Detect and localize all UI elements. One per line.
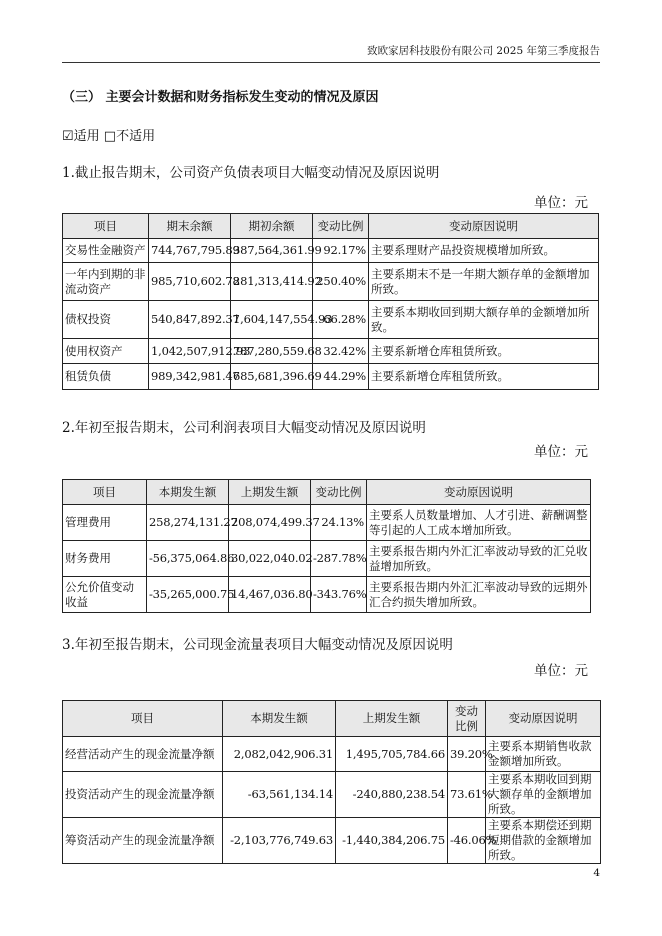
table-header-row <box>63 214 599 239</box>
column-header: 本期发生额 <box>147 480 229 505</box>
current-period-amount: 258,274,131.27 <box>147 505 229 541</box>
change-reason: 主要系报告期内外汇汇率波动导致的远期外汇合约损失增加所致。 <box>367 577 591 613</box>
opening-balance: 387,564,361.99 <box>231 239 313 263</box>
column-header: 变动比例 <box>311 480 367 505</box>
change-reason: 主要系新增仓库租赁所致。 <box>369 364 599 390</box>
change-ratio: 24.13% <box>311 505 367 541</box>
current-period-amount: -2,103,776,749.63 <box>223 818 336 864</box>
table-row <box>63 772 601 818</box>
current-period-amount: 2,082,042,906.31 <box>223 737 336 772</box>
change-reason: 主要系期末不是一年期大额存单的金额增加所致。 <box>369 263 599 301</box>
item-name: 使用权资产 <box>63 339 149 364</box>
report-header-text: 致欧家居科技股份有限公司 2025 年第三季度报告 <box>367 45 600 57</box>
current-period-amount: -56,375,064.86 <box>147 541 229 577</box>
column-header: 项目 <box>63 701 223 737</box>
opening-balance: 685,681,396.69 <box>231 364 313 390</box>
change-ratio: 250.40% <box>313 263 369 301</box>
section-title: （三） 主要会计数据和财务指标发生变动的情况及原因 <box>62 90 379 105</box>
balance-sheet-table <box>62 213 599 390</box>
balance-sheet-heading: 1.截止报告期末，公司资产负债表项目大幅变动情况及原因说明 <box>62 165 440 181</box>
income-statement-table <box>62 479 591 613</box>
applicability-checkbox-line: ☑适用 □不适用 <box>62 129 156 144</box>
cash-flow-table <box>62 700 601 864</box>
item-name: 交易性金融资产 <box>63 239 149 263</box>
prior-period-amount: 30,022,040.02 <box>229 541 311 577</box>
column-header: 变动原因说明 <box>369 214 599 239</box>
column-header: 变动原因说明 <box>486 701 601 737</box>
opening-balance: 787,280,559.68 <box>231 339 313 364</box>
item-name: 一年内到期的非流动资产 <box>63 263 149 301</box>
prior-period-amount: -1,440,384,206.75 <box>336 818 448 864</box>
ending-balance: 985,710,602.78 <box>149 263 231 301</box>
change-ratio: 92.17% <box>313 239 369 263</box>
opening-balance: 281,313,414.92 <box>231 263 313 301</box>
table-header-row <box>63 480 591 505</box>
change-reason: 主要系本期偿还到期短期借款的金额增加所致。 <box>486 818 601 864</box>
change-reason: 主要系本期收回到期大额存单的金额增加所致。 <box>486 772 601 818</box>
change-ratio: 39.20% <box>448 737 486 772</box>
change-ratio: -287.78% <box>311 541 367 577</box>
item-name: 财务费用 <box>63 541 147 577</box>
income-statement-unit: 单位：元 <box>534 444 588 460</box>
column-header: 上期发生额 <box>229 480 311 505</box>
item-name: 筹资活动产生的现金流量净额 <box>63 818 223 864</box>
item-name: 管理费用 <box>63 505 147 541</box>
table-row <box>63 541 591 577</box>
ending-balance: 744,767,795.89 <box>149 239 231 263</box>
column-header: 项目 <box>63 214 149 239</box>
change-reason: 主要系新增仓库租赁所致。 <box>369 339 599 364</box>
change-reason: 主要系人员数量增加、人才引进、薪酬调整等引起的人工成本增加所致。 <box>367 505 591 541</box>
prior-period-amount: 208,074,499.37 <box>229 505 311 541</box>
column-header: 本期发生额 <box>223 701 336 737</box>
column-header: 上期发生额 <box>336 701 448 737</box>
page-number: 4 <box>593 867 600 879</box>
column-header: 变动比例 <box>313 214 369 239</box>
balance-sheet-unit: 单位：元 <box>534 195 588 211</box>
prior-period-amount: 1,495,705,784.66 <box>336 737 448 772</box>
prior-period-amount: -240,880,238.54 <box>336 772 448 818</box>
ending-balance: 540,847,892.37 <box>149 301 231 339</box>
item-name: 债权投资 <box>63 301 149 339</box>
column-header: 期末余额 <box>149 214 231 239</box>
table-row <box>63 364 599 390</box>
table-row <box>63 263 599 301</box>
current-period-amount: -63,561,134.14 <box>223 772 336 818</box>
item-name: 公允价值变动收益 <box>63 577 147 613</box>
column-header: 项目 <box>63 480 147 505</box>
change-reason: 主要系报告期内外汇汇率波动导致的汇兑收益增加所致。 <box>367 541 591 577</box>
table-row <box>63 339 599 364</box>
cash-flow-unit: 单位：元 <box>534 663 588 679</box>
change-ratio: -46.06% <box>448 818 486 864</box>
current-period-amount: -35,265,000.75 <box>147 577 229 613</box>
income-statement-heading: 2.年初至报告期末，公司利润表项目大幅变动情况及原因说明 <box>62 420 426 436</box>
table-row <box>63 818 601 864</box>
page-header <box>62 44 600 63</box>
table-header-row <box>63 701 601 737</box>
table-row <box>63 737 601 772</box>
change-reason: 主要系本期收回到期大额存单的金额增加所致。 <box>369 301 599 339</box>
table-row <box>63 577 591 613</box>
column-header: 期初余额 <box>231 214 313 239</box>
change-ratio: 44.29% <box>313 364 369 390</box>
change-ratio: -343.76% <box>311 577 367 613</box>
ending-balance: 1,042,507,912.93 <box>149 339 231 364</box>
change-ratio: -66.28% <box>313 301 369 339</box>
column-header: 变动比例 <box>448 701 486 737</box>
change-ratio: 73.61% <box>448 772 486 818</box>
table-row <box>63 239 599 263</box>
table-row <box>63 301 599 339</box>
item-name: 经营活动产生的现金流量净额 <box>63 737 223 772</box>
opening-balance: 1,604,147,554.93 <box>231 301 313 339</box>
column-header: 变动原因说明 <box>367 480 591 505</box>
ending-balance: 989,342,981.47 <box>149 364 231 390</box>
cash-flow-heading: 3.年初至报告期末，公司现金流量表项目大幅变动情况及原因说明 <box>62 637 453 653</box>
table-row <box>63 505 591 541</box>
change-reason: 主要系理财产品投资规模增加所致。 <box>369 239 599 263</box>
prior-period-amount: 14,467,036.80 <box>229 577 311 613</box>
change-reason: 主要系本期销售收款金额增加所致。 <box>486 737 601 772</box>
change-ratio: 32.42% <box>313 339 369 364</box>
item-name: 租赁负债 <box>63 364 149 390</box>
item-name: 投资活动产生的现金流量净额 <box>63 772 223 818</box>
